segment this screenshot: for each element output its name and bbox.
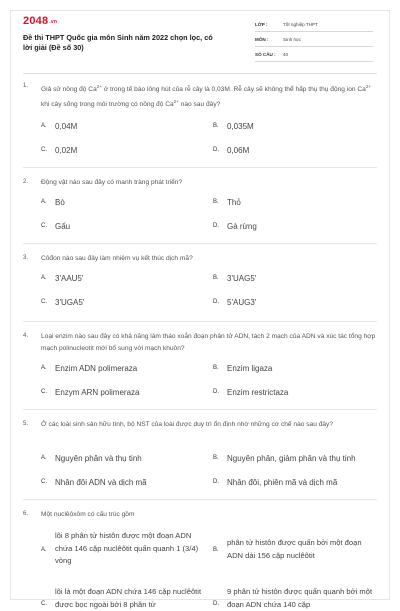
question-text: Giả sử nồng độ $Ca^{2+}$ ở trong tế bào lông hút của rễ cây là 0,03M. Rễ cây sẽ không thể hấp thụ thụ động ion $Ca^{2+}$ khi cây sống trong môi trường có nồng độ $Ca^{2+}$ nào sau đây? [41, 84, 372, 108]
exam-header [11, 11, 389, 71]
exam-title: Đề thi THPT Quốc gia môn Sinh năm 2022 chọn lọc, có lời giải (Đề số 30) [23, 33, 213, 52]
question-text: Loại enzim nào sau đây có khả năng làm tháo xoắn đoạn phân tử ADN, tách 2 mạch của ADN và xúc tác tổng hợp mạch polinucleotit mới bổ sung với mạch khuôn? [41, 333, 376, 352]
question-number: 4. [23, 333, 29, 339]
question-divider [23, 499, 377, 500]
meta-row-class [255, 17, 373, 32]
question-text: Côđon nào sau đây làm nhiệm vụ kết thúc dịch mã? [41, 255, 193, 262]
question-number: 5. [23, 421, 29, 427]
question-number: 1. [23, 83, 29, 89]
question-divider [23, 321, 377, 322]
header-divider [23, 73, 377, 74]
exam-page: 2048.vn Đề thi THPT Quốc gia môn Sinh năm 2022 chọn lọc, có lời giải (Đề số 30) LỚP : Tốt nghiệp THPT MÔN : Sinh học SỐ CÂU : 40 1. Giả sử nồng độ $Ca^{2+}$ ở trong tế bào lông hút của rễ cây là 0,03M. Rễ cây sẽ không thể hấp thụ thụ động ion $Ca^{2+}$ khi cây sống trong môi trường có nồng độ $Ca^{2+}$ nào sau đây? A. 0,04M B. 0,035M C. 0,02M D. 0,06M 2. Động vật nào sau đây có manh tràng phát triển? A. Bò B. Thỏ C. Gấu D. Gà rừng 3. Côđon nào sau đây làm nhiệm vụ kết thúc dịch mã? A. 3'AAU5' B. 3'UAG5' C. 3'UGA5' D. 5'AUG3' 4. Loại enzim nào sau đây có khả năng làm tháo xoắn đoạn phân tử ADN, tách 2 mạch của ADN và xúc tác tổng hợp mạch polinucleotit mới bổ sung với mạch khuôn? A. Enzim ADN polimeraza B. Enzim ligaza C. Enzym ARN polimeraza D. Enzim restrictaza 5. Ở các loài sinh sản hữu tính, bộ NST của loài được duy trì ổn định nhờ những cơ chế nào sau đây? A. Nguyên phân và thụ tinh B. Nguyên phân, giảm phân và thụ tinh C. Nhân đôi ADN và dịch mã D. Nhân đôi, phiên mã và dịch mã 6. Một nuclêôxôm có cấu trúc gồm A. lõi 8 phân tử histôn được một đoạn ADN chứa 146 cặp nuclêôtit quấn quanh 1 (3/4) vòng B. phân tử histôn được quấn bởi một đoạn ADN dài 156 cặp nuclêôtit C. lõi là một đoạn ADN chứa 146 cặp nuclêôtit được bọc ngoài bởi 8 phân tử D. 9 phân tử histôn được quấn quanh bởi một đoạn ADN chứa 140 cặp [10, 10, 390, 600]
question-text: Động vật nào sau đây có manh tràng phát triển? [41, 179, 183, 186]
question-divider [23, 167, 377, 168]
question-number: 2. [23, 179, 29, 185]
exam-meta-table [255, 17, 373, 62]
meta-value: Tốt nghiệp THPT [283, 22, 318, 27]
meta-value: Sinh học [283, 37, 301, 42]
question-divider [23, 409, 377, 410]
meta-key: SỐ CÂU : [255, 52, 276, 57]
meta-row-question-count [255, 47, 373, 62]
question-text: Một nuclêôxôm có cấu trúc gồm [41, 511, 135, 518]
meta-key: LỚP : [255, 22, 268, 27]
question-number: 6. [23, 511, 29, 517]
meta-value: 40 [283, 52, 289, 57]
site-logo[interactable]: 2048.vn [23, 15, 58, 27]
meta-key: MÔN : [255, 37, 269, 42]
question-text: Ở các loài sinh sản hữu tính, bộ NST của loài được duy trì ổn định nhờ những cơ chế nào sau đây? [41, 421, 334, 428]
meta-row-subject [255, 32, 373, 47]
question-number: 3. [23, 255, 29, 261]
question-divider [23, 243, 377, 244]
